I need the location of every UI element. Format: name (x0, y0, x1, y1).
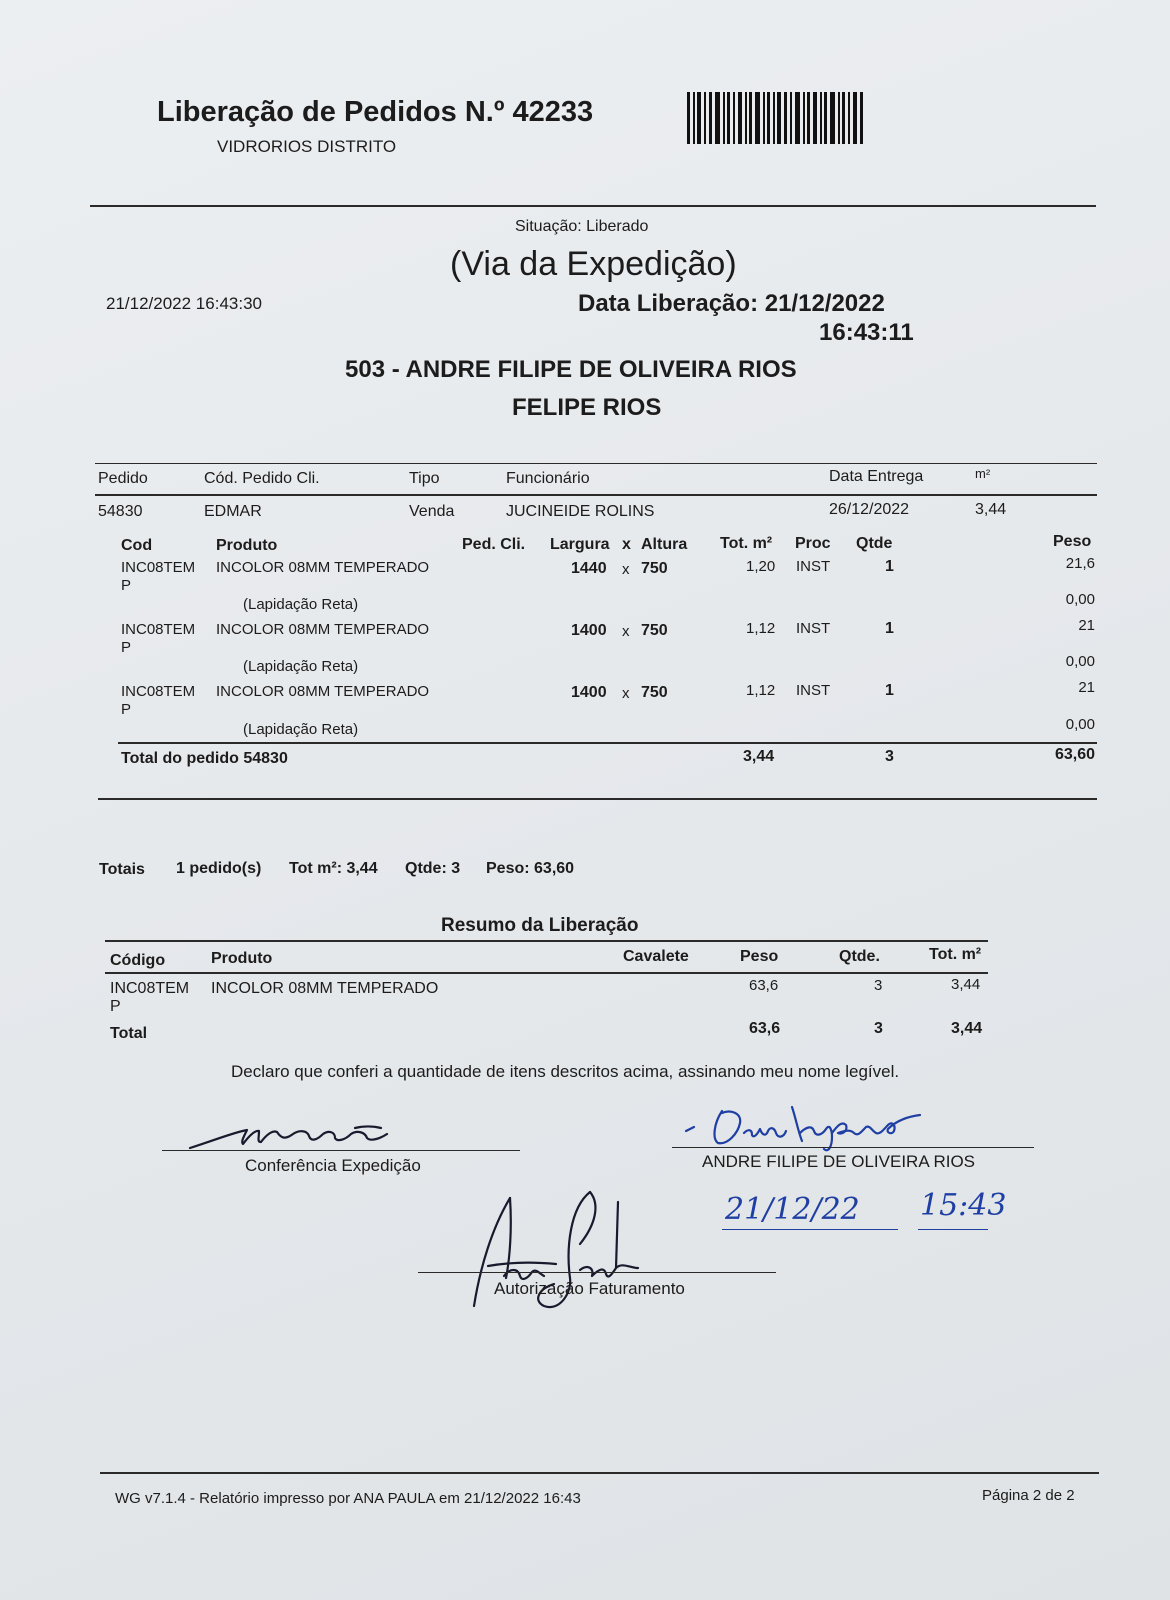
item-cod-cont: P (121, 577, 132, 594)
order-total-label: Total do pedido 54830 (121, 750, 288, 767)
items-col-peso: Peso (1053, 533, 1092, 550)
items-col-altura: Altura (641, 536, 688, 553)
handwritten-date-underline (722, 1229, 898, 1230)
col-funcionario: Funcionário (506, 470, 590, 487)
resumo-total-qtde: 3 (874, 1020, 883, 1037)
resumo-col-codigo: Código (110, 952, 166, 969)
declaration-text: Declaro que conferi a quantidade de itens descritos acima, assinando meu nome legível. (231, 1062, 900, 1081)
resumo-col-produto: Produto (211, 950, 273, 967)
item-cod: INC08TEM (121, 621, 196, 638)
print-datetime: 21/12/2022 16:43:30 (106, 294, 262, 313)
item-x: x (622, 623, 630, 640)
item-altura: 750 (641, 684, 668, 701)
autorizacao-signature-line (418, 1272, 776, 1273)
item-tot-m2: 1,12 (746, 682, 776, 699)
barcode-icon (687, 92, 865, 144)
client-signature-label: ANDRE FILIPE DE OLIVEIRA RIOS (702, 1152, 976, 1171)
resumo-col-peso: Peso (740, 948, 779, 965)
resumo-top-rule (105, 940, 988, 942)
resumo-peso: 63,6 (749, 977, 779, 994)
header-divider (90, 205, 1096, 207)
item-x: x (622, 561, 630, 578)
order-total-peso: 63,60 (1054, 746, 1095, 763)
item-produto: INCOLOR 08MM TEMPERADO (216, 683, 430, 700)
resumo-total-peso: 63,6 (749, 1020, 781, 1037)
item-qtde: 1 (885, 558, 894, 575)
item-sub: (Lapidação Reta) (243, 596, 359, 613)
resumo-tot-m2: 3,44 (951, 976, 981, 993)
totais-pedidos: 1 pedido(s) (176, 860, 262, 877)
order-table-header-rule (95, 494, 1097, 496)
situacao-status: Situação: Liberado (515, 218, 649, 235)
resumo-title: Resumo da Liberação (441, 915, 639, 936)
document-title: Liberação de Pedidos N.º 42233 (157, 96, 594, 128)
col-pedido: Pedido (98, 470, 148, 487)
item-largura: 1400 (571, 622, 607, 639)
item-peso: 21 (1078, 679, 1095, 696)
item-largura: 1440 (571, 560, 607, 577)
totais-m2: Tot m²: 3,44 (289, 860, 378, 877)
handwritten-time: 15:43 (920, 1188, 1007, 1223)
resumo-codigo-cont: P (110, 998, 121, 1015)
items-col-proc: Proc (795, 535, 831, 552)
client-signature (682, 1103, 942, 1153)
items-col-ped-cli: Ped. Cli. (462, 536, 526, 553)
page-number: Página 2 de 2 (982, 1487, 1075, 1504)
item-cod: INC08TEM (121, 683, 196, 700)
item-proc: INST (796, 620, 831, 637)
item-peso: 21 (1078, 617, 1095, 634)
item-largura: 1400 (571, 684, 607, 701)
item-produto: INCOLOR 08MM TEMPERADO (216, 559, 430, 576)
col-cod-pedido-cli: Cód. Pedido Cli. (204, 470, 320, 487)
order-table-top-rule (95, 463, 1097, 464)
autorizacao-label: Autorização Faturamento (494, 1279, 685, 1298)
resumo-col-cavalete: Cavalete (623, 948, 689, 965)
order-pedido: 54830 (98, 503, 143, 520)
order-section-end-rule (98, 798, 1097, 800)
item-sub-peso: 0,00 (1065, 716, 1095, 733)
footer-divider (100, 1472, 1099, 1474)
resumo-produto: INCOLOR 08MM TEMPERADO (211, 980, 439, 997)
conferencia-signature-line (162, 1150, 520, 1151)
item-cod-cont: P (121, 639, 132, 656)
handwritten-date: 21/12/22 (725, 1192, 860, 1227)
resumo-total-tot-m2: 3,44 (951, 1020, 983, 1037)
item-cod: INC08TEM (121, 559, 196, 576)
via-label: (Via da Expedição) (450, 245, 737, 283)
items-total-rule (118, 742, 1097, 744)
order-total-qtde: 3 (885, 748, 894, 765)
order-data-entrega: 26/12/2022 (829, 501, 910, 518)
totais-qtde: Qtde: 3 (405, 860, 461, 877)
item-qtde: 1 (885, 620, 894, 637)
col-tipo: Tipo (409, 470, 440, 487)
col-data-entrega: Data Entrega (829, 468, 924, 485)
resumo-qtde: 3 (874, 977, 883, 994)
totais-label: Totais (99, 861, 145, 878)
client-nickname: FELIPE RIOS (512, 394, 662, 421)
order-cod-pedido-cli: EDMAR (204, 503, 262, 520)
col-m2: m² (975, 466, 991, 481)
client-signature-line (672, 1147, 1034, 1148)
resumo-codigo: INC08TEM (110, 980, 190, 997)
item-produto: INCOLOR 08MM TEMPERADO (216, 621, 430, 638)
resumo-col-qtde: Qtde. (839, 948, 880, 965)
item-sub-peso: 0,00 (1065, 653, 1095, 670)
order-funcionario: JUCINEIDE ROLINS (506, 503, 655, 520)
order-m2: 3,44 (975, 501, 1007, 518)
item-cod-cont: P (121, 701, 132, 718)
item-proc: INST (796, 682, 831, 699)
item-tot-m2: 1,20 (746, 558, 776, 575)
company-name: VIDRORIOS DISTRITO (217, 137, 397, 156)
totais-peso: Peso: 63,60 (486, 860, 575, 877)
conferencia-signature (185, 1118, 415, 1153)
item-tot-m2: 1,12 (746, 620, 776, 637)
items-col-qtde: Qtde (856, 535, 893, 552)
data-liberacao-time: 16:43:11 (819, 319, 914, 346)
item-sub: (Lapidação Reta) (243, 658, 359, 675)
conferencia-label: Conferência Expedição (245, 1156, 421, 1175)
resumo-total-label: Total (110, 1025, 148, 1042)
item-altura: 750 (641, 560, 668, 577)
item-proc: INST (796, 558, 831, 575)
item-sub: (Lapidação Reta) (243, 721, 359, 738)
data-liberacao: Data Liberação: 21/12/2022 (578, 290, 885, 317)
order-tipo: Venda (409, 503, 455, 520)
order-total-m2: 3,44 (743, 748, 775, 765)
items-col-largura: Largura (550, 536, 610, 553)
items-col-x: x (622, 536, 631, 553)
item-peso: 21,6 (1065, 555, 1095, 572)
item-sub-peso: 0,00 (1065, 591, 1095, 608)
handwritten-time-underline (918, 1229, 988, 1230)
items-col-cod: Cod (121, 537, 153, 554)
resumo-header-rule (105, 972, 988, 974)
item-qtde: 1 (885, 682, 894, 699)
item-altura: 750 (641, 622, 668, 639)
client-name: 503 - ANDRE FILIPE DE OLIVEIRA RIOS (345, 356, 797, 383)
footer-printed-by: WG v7.1.4 - Relatório impresso por ANA PAULA em 21/12/2022 16:43 (115, 1490, 581, 1507)
item-x: x (622, 685, 630, 702)
resumo-col-tot-m2: Tot. m² (929, 946, 982, 963)
items-col-produto: Produto (216, 537, 278, 554)
items-col-tot-m2: Tot. m² (720, 535, 773, 552)
